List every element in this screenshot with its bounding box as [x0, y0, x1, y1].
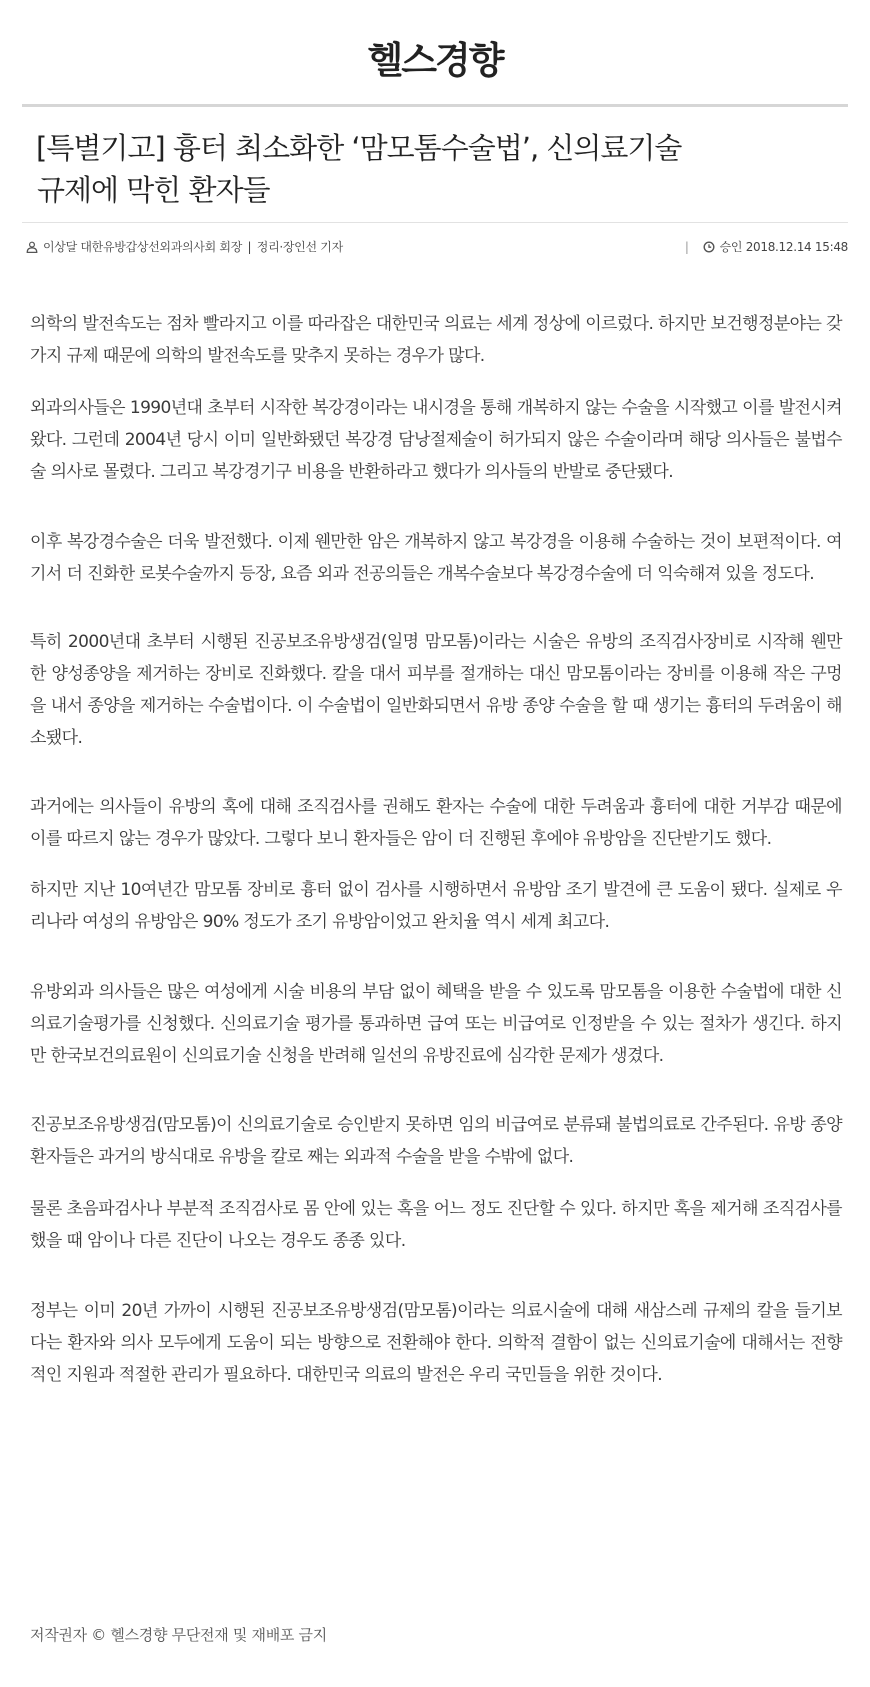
title-divider [22, 222, 848, 223]
article-paragraph-1: 의학의 발전속도는 점차 빨라지고 이를 따라잡은 대한민국 의료는 세계 정상에 이르렀다. 하지만 보건행정분야는 갖가지 규제 때문에 의학의 발전속도를 맞추지 못하는 경우가 많다. [30, 314, 842, 366]
article-body [30, 308, 842, 1391]
article-paragraph-5: 과거에는 의사들이 유방의 혹에 대해 조직검사를 권해도 환자는 수술에 대한 두려움과 흉터에 대한 거부감 때문에 이를 따르지 않는 경우가 많았다. 그렇다 보니 환자들은 암이 더 진행된 후에야 유방암을 진단받기도 했다. [30, 797, 842, 849]
approved-datetime: 2018.12.14 15:48 [745, 240, 848, 254]
byline-author: 이상달 대한유방갑상선외과의사회 회장 [43, 240, 242, 254]
byline-editor: 정리·장인선 기자 [256, 240, 343, 254]
user-icon [26, 241, 38, 253]
byline-author-group [26, 238, 343, 256]
article-paragraph-9: 물론 초음파검사나 부분적 조직검사로 몸 안에 있는 혹을 어느 정도 진단할 수 있다. 하지만 혹을 제거해 조직검사를 했을 때 암이나 다른 진단이 나오는 경우도 종종 있다. [30, 1199, 842, 1251]
article-paragraph-10: 정부는 이미 20년 가까이 시행된 진공보조유방생검(맘모톰)이라는 의료시술에 대해 새삼스레 규제의 칼을 들기보다는 환자와 의사 모두에게 도움이 되는 방향으로 전환해야 한다. 의학적 결함이 없는 신의료기술에 대해서는 전향적인 지원과 적절한 관리가 필요하다. 대한민국 의료의 발전은 우리 국민들을 위한 것이다. [30, 1301, 842, 1385]
site-logo[interactable]: 헬스경향 [367, 39, 503, 82]
article-paragraph-8: 진공보조유방생검(맘모톰)이 신의료기술로 승인받지 못하면 임의 비급여로 분류돼 불법의료로 간주된다. 유방 종양환자들은 과거의 방식대로 유방을 칼로 째는 외과적 수술을 받을 수밖에 없다. [30, 1115, 842, 1167]
approved-label: 승인 [719, 240, 743, 254]
byline-separator: | [247, 240, 252, 254]
article-paragraph-6: 하지만 지난 10여년간 맘모톰 장비로 흉터 없이 검사를 시행하면서 유방암 조기 발견에 큰 도움이 됐다. 실제로 우리나라 여성의 유방암은 90% 정도가 조기 유방암이었고 완치율 역시 세계 최고다. [30, 880, 842, 932]
byline-divider: | [684, 240, 689, 254]
article-paragraph-2: 외과의사들은 1990년대 초부터 시작한 복강경이라는 내시경을 통해 개복하지 않는 수술을 시작했고 이를 발전시켜왔다. 그런데 2004년 당시 이미 일반화됐던 복강경 담낭절제술이 허가되지 않은 수술이라며 해당 의사들은 불법수술 의사로 몰렸다. 그리고 복강경기구 비용을 반환하라고 했다가 의사들의 반발로 중단됐다. [30, 398, 842, 482]
masthead-divider [22, 104, 848, 107]
copyright-notice: 저작권자 © 헬스경향 무단전재 및 재배포 금지 [30, 1626, 327, 1644]
article-title-line-1: [특별기고] 흉터 최소화한 ‘맘모톰수술법’, 신의료기술 [36, 131, 682, 165]
article-title [36, 127, 836, 211]
article-title-line-2: 규제에 막힌 환자들 [37, 173, 270, 207]
article-paragraph-4: 특히 2000년대 초부터 시행된 진공보조유방생검(일명 맘모톰)이라는 시술은 유방의 조직검사장비로 시작해 웬만한 양성종양을 제거하는 장비로 진화했다. 칼을 대서 피부를 절개하는 대신 맘모톰이라는 장비를 이용해 작은 구멍을 내서 종양을 제거하는 수술법이다. 이 수술법이 일반화되면서 유방 종양 수술을 할 때 생기는 흉터의 두려움이 해소됐다. [30, 632, 842, 748]
article-paragraph-3: 이후 복강경수술은 더욱 발전했다. 이제 웬만한 암은 개복하지 않고 복강경을 이용해 수술하는 것이 보편적이다. 여기서 더 진화한 로봇수술까지 등장, 요즘 외과 전공의들은 개복수술보다 복강경수술에 더 익숙해져 있을 정도다. [30, 532, 842, 584]
article-byline [22, 238, 848, 256]
byline-approved-group [685, 238, 848, 256]
clock-icon [703, 241, 715, 253]
masthead [0, 0, 870, 104]
article-paragraph-7: 유방외과 의사들은 많은 여성에게 시술 비용의 부담 없이 혜택을 받을 수 있도록 맘모톰을 이용한 수술법에 대한 신의료기술평가를 신청했다. 신의료기술 평가를 통과하면 급여 또는 비급여로 인정받을 수 있는 절차가 생긴다. 하지만 한국보건의료원이 신의료기술 신청을 반려해 일선의 유방진료에 심각한 문제가 생겼다. [30, 982, 842, 1066]
